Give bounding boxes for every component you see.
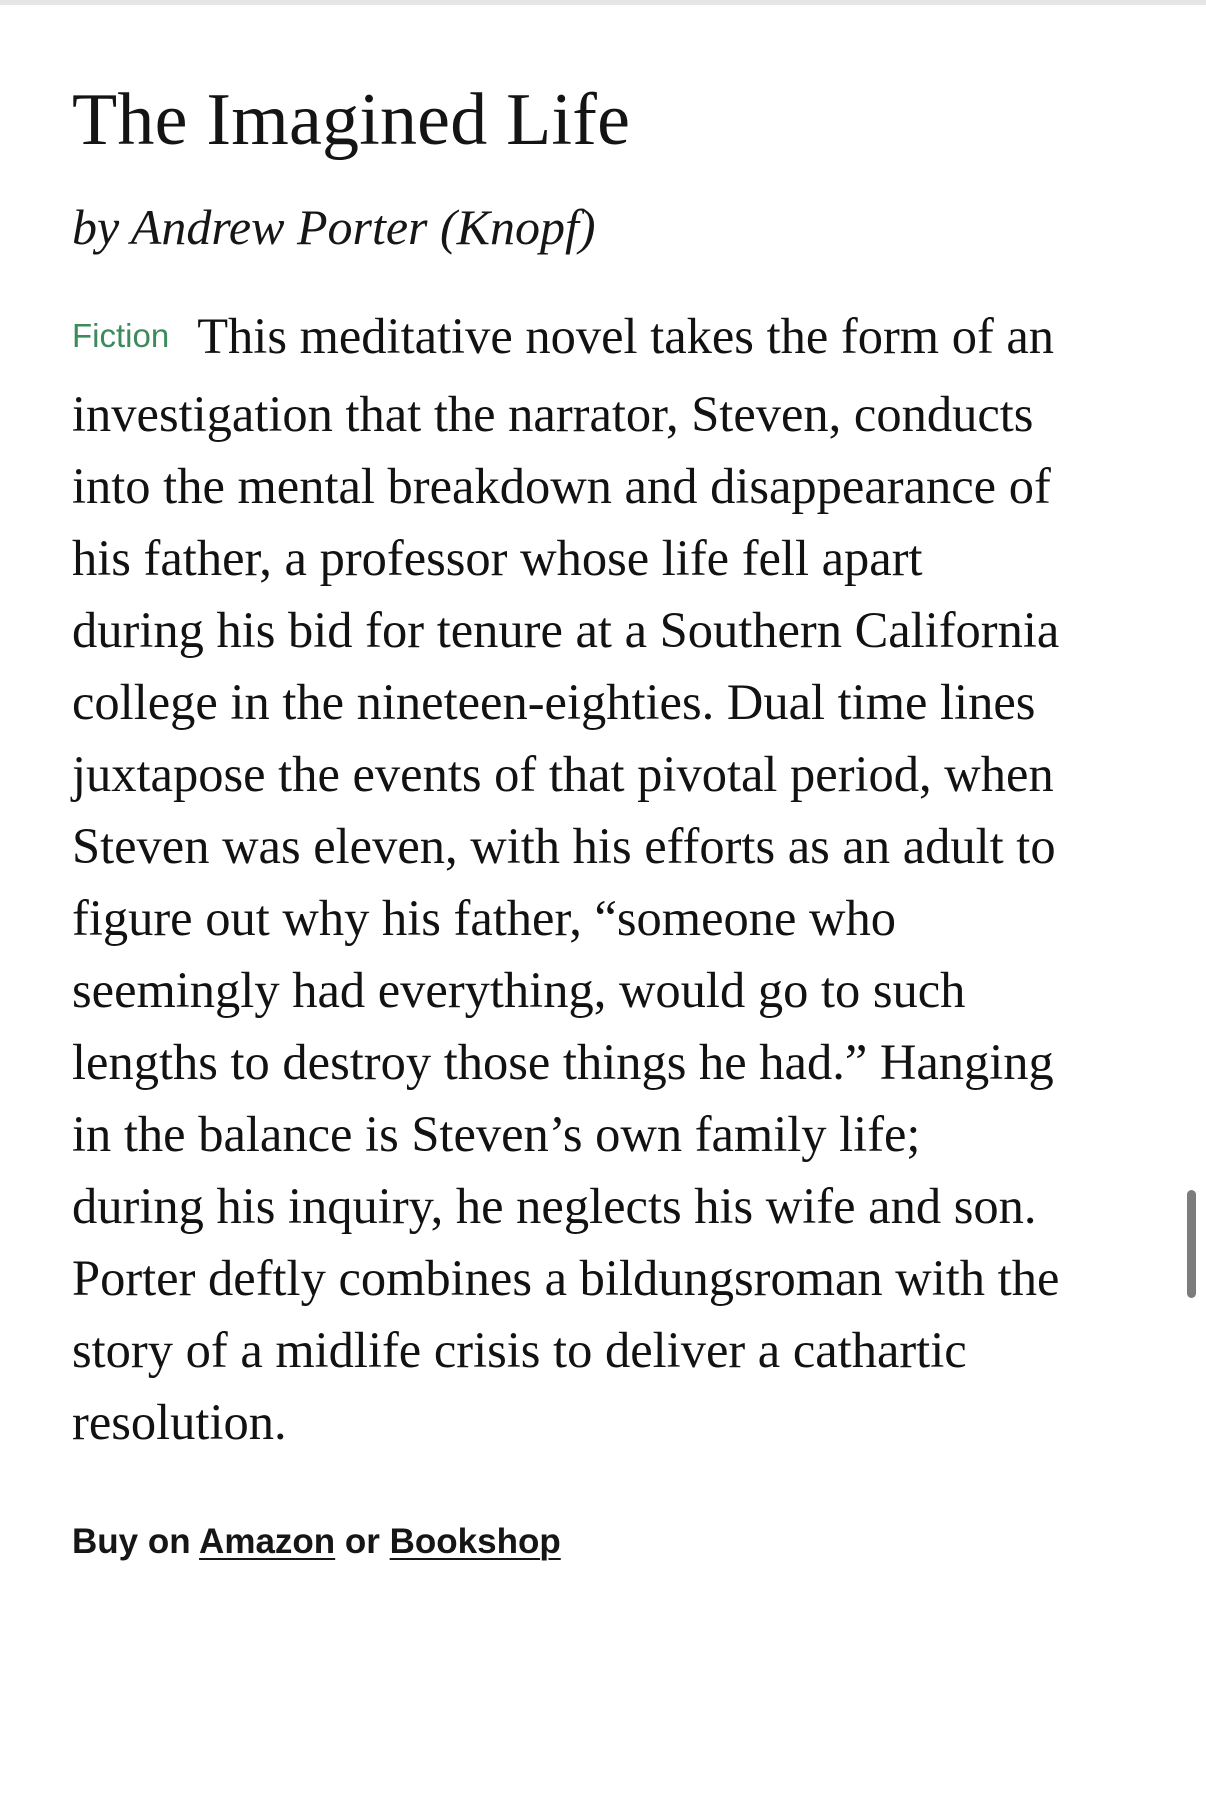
review-text: This meditative novel takes the form of an investigation that the narrator, Steven, conducts into the mental breakdown and disappearance of his father, a professor whose life fell apart during his bid for tenure at a Southern California college in the nineteen-eighties. Dual time lines juxtapose the events of that pivotal period, when Steven was eleven, with his efforts as an adult to figure out why his father, “someone who seemingly had everything, would go to such lengths to destroy those things he had.” Hanging in the balance is Steven’s own family life; during his inquiry, he neglects his wife and son. Porter deftly combines a bildungsroman with the story of a midlife crisis to deliver a cathartic resolution. <box>72 308 1060 1450</box>
buy-links <box>72 1518 1062 1566</box>
genre-label: Fiction <box>72 317 170 354</box>
book-title: The Imagined Life <box>72 79 631 161</box>
scrollbar-thumb[interactable] <box>1187 1190 1196 1298</box>
buy-prefix: Buy on <box>72 1522 191 1561</box>
book-byline: by Andrew Porter (Knopf) <box>72 199 596 255</box>
review-paragraph <box>72 300 1062 1458</box>
buy-conjunction: or <box>344 1522 380 1561</box>
book-review <box>72 72 1062 1566</box>
bookshop-link[interactable]: Bookshop <box>389 1522 561 1561</box>
top-divider <box>0 0 1206 5</box>
amazon-link[interactable]: Amazon <box>199 1522 336 1561</box>
